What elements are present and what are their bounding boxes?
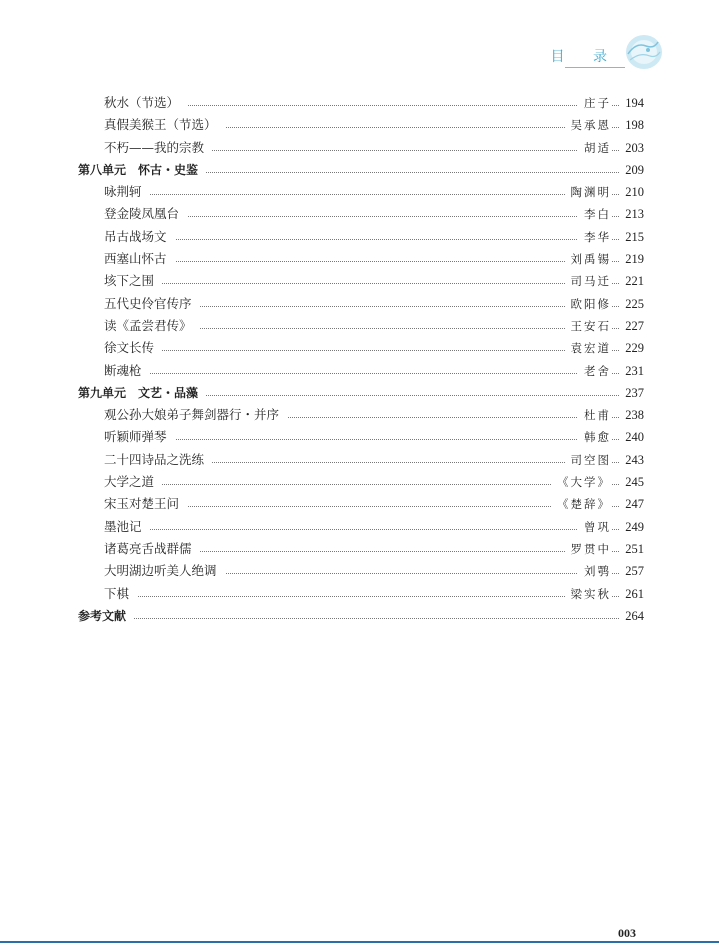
dot-leader [104,471,619,493]
toc-entry[interactable] [0,449,719,471]
dot-leader [104,516,619,538]
toc-entry[interactable] [0,426,719,448]
toc-page-number: 227 [625,318,644,333]
toc-title: 读《孟尝君传》 [104,315,200,337]
toc-author: 罗贯中 [565,538,612,560]
toc-unit-heading[interactable] [0,382,719,404]
toc-page-number: 213 [625,207,644,222]
toc-author: 司空图 [565,449,612,471]
toc-entry[interactable] [0,404,719,426]
toc-title: 第九单元 文艺・品藻 [78,382,206,404]
toc-title: 垓下之围 [104,270,162,292]
toc-title: 五代史伶官传序 [104,293,200,315]
toc-entry[interactable] [0,226,719,248]
toc-page-number: 245 [625,475,644,490]
toc-title: 吊古战场文 [104,226,175,248]
footer-rule [0,941,719,943]
toc-page-number: 198 [625,118,644,133]
toc-author: 王安石 [565,315,612,337]
toc-page-number: 231 [625,363,644,378]
toc-author: 司马迁 [565,270,612,292]
dot-leader [104,583,619,605]
toc-page-number: 210 [625,185,644,200]
toc-page-number: 203 [625,140,644,155]
toc-author: 陶渊明 [565,181,612,203]
toc-page-number: 237 [625,385,644,400]
toc-entry[interactable] [0,114,719,136]
toc-author: 吴承恩 [565,114,612,136]
toc-page-number: 215 [625,229,644,244]
toc-unit-heading[interactable] [0,159,719,181]
toc-page-number: 219 [625,252,644,267]
toc-title: 不朽——我的宗教 [104,137,212,159]
toc-page-number: 261 [625,586,644,601]
toc-title: 墨池记 [104,516,150,538]
dot-leader [78,605,619,627]
toc-title: 参考文献 [78,605,134,627]
toc-page-number: 221 [625,274,644,289]
dot-leader [104,360,619,382]
toc-author: 李华 [578,226,611,248]
toc-author: 杜甫 [578,404,611,426]
header-rule [565,67,625,68]
toc-title: 观公孙大娘弟子舞剑器行・并序 [104,404,287,426]
toc-entry[interactable] [0,337,719,359]
toc-title: 真假美猴王（节选） [104,114,225,136]
toc-author: 《大学》 [551,471,611,493]
toc-list [0,92,719,627]
dot-leader [104,337,619,359]
toc-entry[interactable] [0,583,719,605]
toc-entry[interactable] [0,270,719,292]
toc-title: 二十四诗品之洗练 [104,449,212,471]
toc-title: 登金陵凤凰台 [104,203,187,225]
toc-author: 曾巩 [578,516,611,538]
toc-author: 老舍 [578,360,611,382]
dot-leader [104,248,619,270]
toc-author: 李白 [578,203,611,225]
toc-title: 西塞山怀古 [104,248,175,270]
toc-title: 断魂枪 [104,360,150,382]
toc-page-number: 225 [625,296,644,311]
toc-entry[interactable] [0,92,719,114]
toc-page-number: 257 [625,564,644,579]
toc-title: 大明湖边听美人绝调 [104,560,225,582]
dot-leader [104,426,619,448]
toc-entry[interactable] [0,315,719,337]
toc-title: 大学之道 [104,471,162,493]
page-number: 003 [618,926,636,940]
toc-page-number: 209 [625,162,644,177]
toc-entry[interactable] [0,203,719,225]
toc-entry[interactable] [0,137,719,159]
toc-entry[interactable] [0,248,719,270]
toc-page-number: 247 [625,497,644,512]
toc-entry[interactable] [0,293,719,315]
toc-page-number: 243 [625,452,644,467]
toc-author: 刘禹锡 [565,248,612,270]
decorative-emblem-icon [620,32,664,72]
toc-page-number: 240 [625,430,644,445]
toc-page-number: 194 [625,96,644,110]
page-title: 目 录 [550,49,619,65]
toc-author: 梁实秋 [565,583,612,605]
toc-entry[interactable] [0,181,719,203]
toc-title: 宋玉对楚王问 [104,493,187,515]
dot-leader [104,270,619,292]
toc-page-number: 264 [625,608,644,623]
toc-entry[interactable] [0,471,719,493]
dot-leader [104,181,619,203]
toc-title: 第八单元 怀古・史鉴 [78,159,206,181]
toc-entry[interactable] [0,516,719,538]
toc-title: 诸葛亮舌战群儒 [104,538,200,560]
toc-entry[interactable] [0,493,719,515]
toc-author: 刘鹗 [578,560,611,582]
toc-page-number: 249 [625,519,644,534]
toc-author: 袁宏道 [565,337,612,359]
toc-author: 韩愈 [578,426,611,448]
toc-unit-heading[interactable] [0,605,719,627]
toc-author: 庄子 [578,92,611,114]
toc-title: 徐文长传 [104,337,162,359]
toc-title: 听颖师弹琴 [104,426,175,448]
toc-author: 胡适 [578,137,611,159]
toc-page-number: 238 [625,408,644,423]
toc-page-number: 251 [625,541,644,556]
toc-author: 《楚辞》 [551,493,611,515]
toc-title: 秋水（节选） [104,92,187,114]
dot-leader [104,226,619,248]
toc-title: 下棋 [104,583,137,605]
toc-entry[interactable] [0,538,719,560]
toc-author: 欧阳修 [565,293,612,315]
toc-entry[interactable] [0,560,719,582]
toc-page-number: 229 [625,341,644,356]
toc-title: 咏荆轲 [104,181,150,203]
toc-entry[interactable] [0,360,719,382]
